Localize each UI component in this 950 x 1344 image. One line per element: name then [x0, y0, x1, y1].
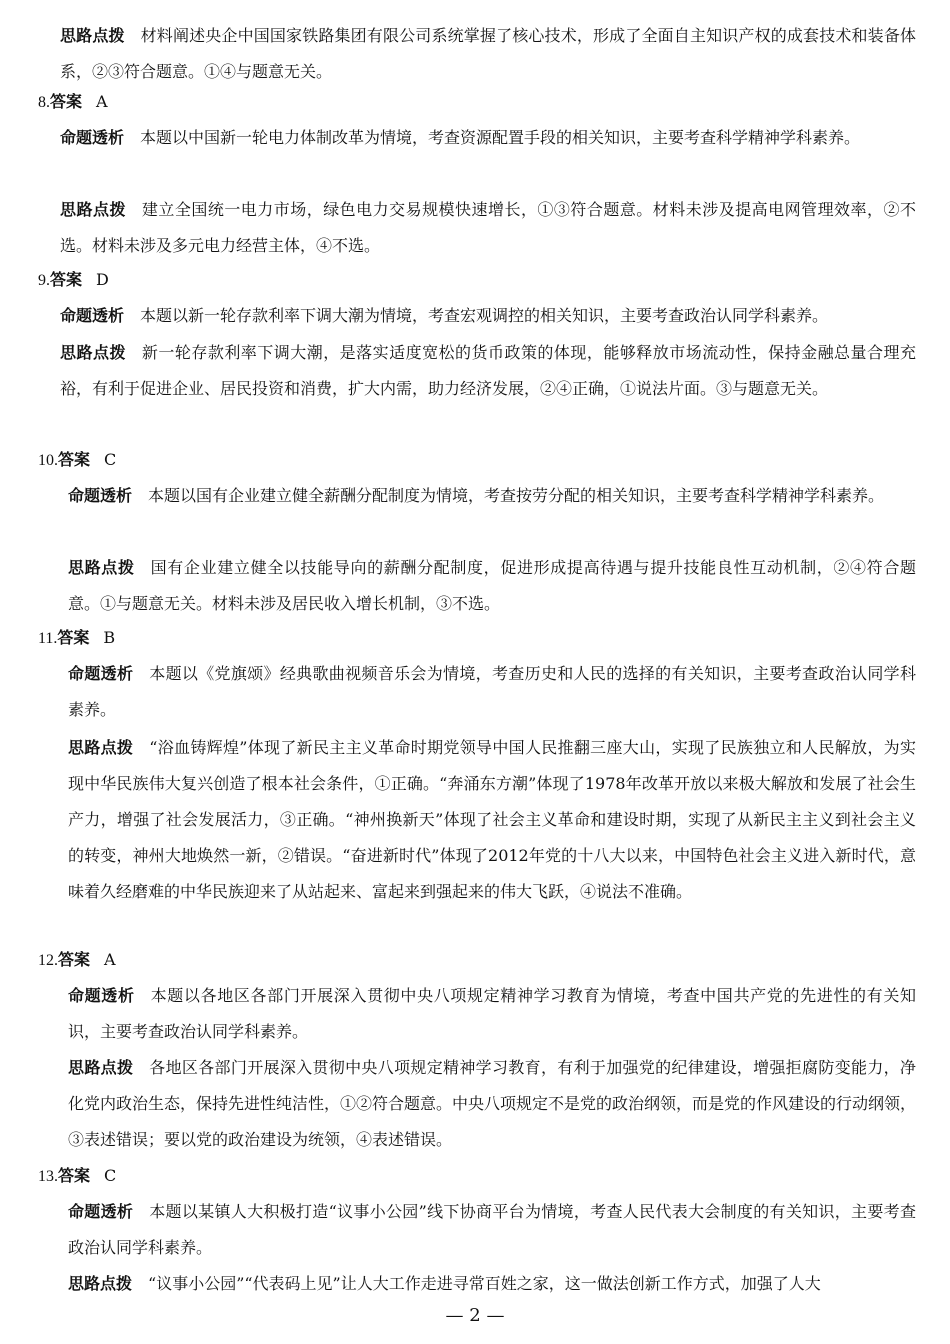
analysis-label: 命题透析 — [68, 664, 134, 683]
answer-label: 答案 — [58, 450, 91, 469]
answer-label: 答案 — [50, 92, 83, 111]
hint-label: 思路点拨 — [60, 343, 126, 362]
q8-hint: 思路点拨 建立全国统一电力市场，绿色电力交易规模快速增长，①③符合题意。材料未涉及提高电网管理效率，②不选。材料未涉及多元电力经营主体，④不选。 — [60, 200, 916, 255]
hint-label: 思路点拨 — [68, 558, 135, 577]
hint-label: 思路点拨 — [60, 200, 126, 219]
hint-label: 思路点拨 — [68, 1058, 134, 1077]
q13-analysis: 命题透析 本题以某镇人大积极打造“议事小公园”线下协商平台为情境，考查人民代表大会制度的有关知识，主要考查政治认同学科素养。 — [68, 1202, 916, 1257]
q10-answer: 10.答案 C — [38, 450, 117, 469]
page-number: — 2 — — [445, 1305, 505, 1326]
hint-label: 思路点拨 — [68, 1274, 133, 1293]
hint-label: 思路点拨 — [68, 738, 134, 757]
q11-answer: 11.答案 B — [38, 628, 116, 647]
q11-analysis: 命题透析 本题以《党旗颂》经典歌曲视频音乐会为情境，考查历史和人民的选择的有关知识，主要考查政治认同学科素养。 — [68, 664, 916, 719]
q13-hint: 思路点拨 “议事小公园”“代表码上见”让人大工作走进寻常百姓之家，这一做法创新工作方式，加强了人大 — [68, 1274, 821, 1293]
q9-analysis: 命题透析 本题以新一轮存款利率下调大潮为情境，考查宏观调控的相关知识，主要考查政治认同学科素养。 — [60, 306, 829, 325]
q10-answer-value: C — [104, 450, 117, 469]
q11-answer-value: B — [103, 628, 116, 647]
analysis-label: 命题透析 — [68, 486, 133, 505]
q12-hint: 思路点拨 各地区各部门开展深入贯彻中央八项规定精神学习教育，有利于加强党的纪律建设，增强拒腐防变能力，净化党内政治生态，保持先进性纯洁性，①②符合题意。中央八项规定不是党的政治纲领，而是党的作风建设的行动纲领，③表述错误；要以党的政治建设为统领，④表述错误。 — [68, 1058, 917, 1149]
q12-answer: 12.答案 A — [38, 950, 116, 969]
q13-answer-value: C — [104, 1166, 117, 1185]
q9-hint: 思路点拨 新一轮存款利率下调大潮，是落实适度宽松的货币政策的体现，能够释放市场流动性，保持金融总量合理充裕，有利于促进企业、居民投资和消费，扩大内需，助力经济发展，②④正确，①说法片面。③与题意无关。 — [60, 343, 916, 398]
q8-analysis: 命题透析 本题以中国新一轮电力体制改革为情境，考查资源配置手段的相关知识，主要考查科学精神学科素养。 — [60, 128, 861, 147]
analysis-label: 命题透析 — [68, 1202, 134, 1221]
q8-answer-value: A — [96, 92, 108, 111]
q9-answer-value: D — [96, 270, 109, 289]
hint-label: 思路点拨 — [60, 26, 125, 45]
q12-answer-value: A — [104, 950, 116, 969]
q11-hint: 思路点拨 “浴血铸辉煌”体现了新民主主义革命时期党领导中国人民推翻三座大山，实现了民族独立和人民解放，为实现中华民族伟大复兴创造了根本社会条件，①正确。“奔涌东方潮”体现了1978年改革开放以来极大解放和发展了社会生产力，增强了社会发展活力，③正确。“神州换新天”体现了社会主义革命和建设时期，实现了从新民主主义到社会主义的转变，神州大地焕然一新，②错误。“奋进新时代”体现了2012年党的十八大以来，中国特色社会主义进入新时代，意味着久经磨难的中华民族迎来了从站起来、富起来到强起来的伟大飞跃，④说法不准确。 — [68, 738, 916, 901]
q7-hint — [60, 18, 916, 90]
analysis-label: 命题透析 — [68, 986, 135, 1005]
answer-label: 答案 — [50, 270, 83, 289]
analysis-label: 命题透析 — [60, 128, 125, 147]
q8-answer: 8.答案 A — [38, 92, 108, 111]
q7-hint-text: 材料阐述央企中国国家铁路集团有限公司系统掌握了核心技术，形成了全面自主知识产权的成套技术和装备体系，②③符合题意。①④与题意无关。 — [60, 26, 916, 81]
q9-answer: 9.答案 D — [38, 270, 109, 289]
q12-analysis: 命题透析 本题以各地区各部门开展深入贯彻中央八项规定精神学习教育为情境，考查中国共产党的先进性的有关知识，主要考查政治认同学科素养。 — [68, 986, 916, 1041]
q10-analysis: 命题透析 本题以国有企业建立健全薪酬分配制度为情境，考查按劳分配的相关知识，主要考查科学精神学科素养。 — [68, 486, 885, 505]
answer-label: 答案 — [57, 628, 90, 647]
q13-answer: 13.答案 C — [38, 1166, 117, 1185]
analysis-label: 命题透析 — [60, 306, 125, 325]
answer-label: 答案 — [58, 950, 91, 969]
answer-label: 答案 — [58, 1166, 91, 1185]
q10-hint: 思路点拨 国有企业建立健全以技能导向的薪酬分配制度，促进形成提高待遇与提升技能良性互动机制，②④符合题意。①与题意无关。材料未涉及居民收入增长机制，③不选。 — [68, 558, 916, 613]
